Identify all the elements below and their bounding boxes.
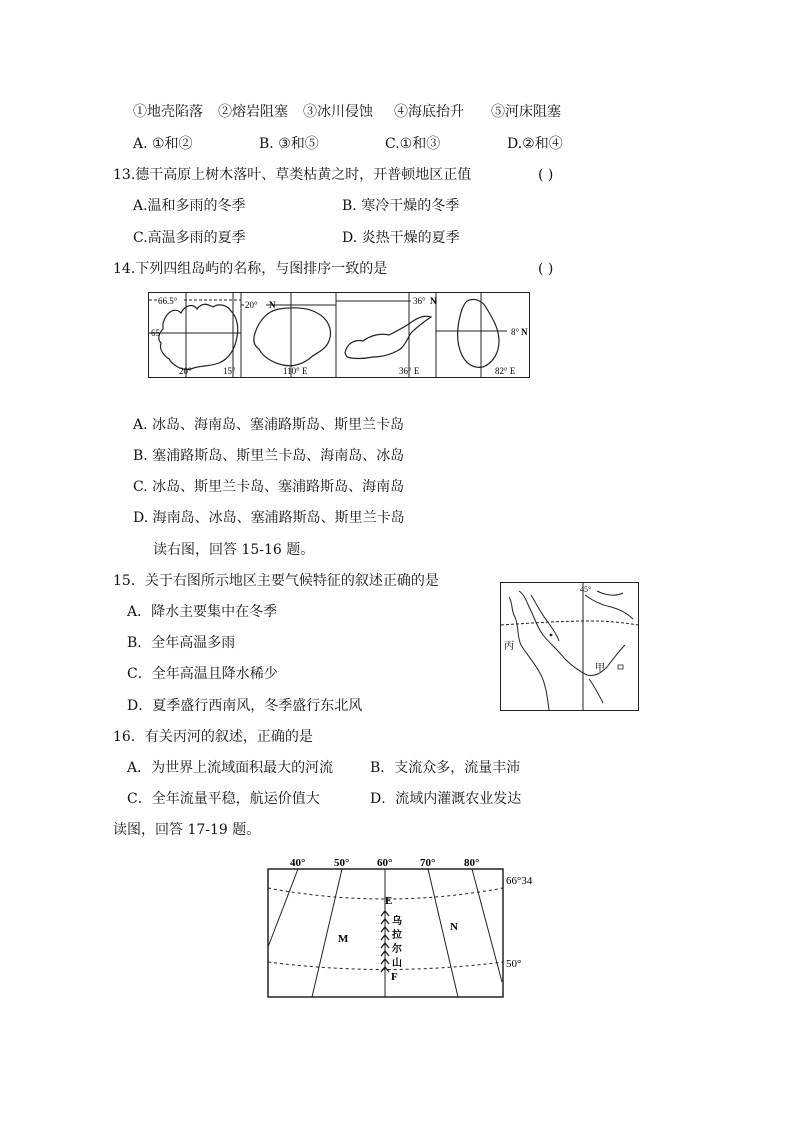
q15-option-a[interactable]: A．降水主要集中在冬季	[127, 604, 278, 620]
cyprus-lon-label: 36° E	[399, 366, 420, 376]
hainan-lat-n: N	[269, 300, 276, 310]
point-f-label: F	[391, 971, 398, 983]
q13-answer-paren[interactable]: ( )	[538, 167, 554, 183]
lon-70-label: 70°	[420, 857, 436, 869]
ural-char-3: 尔	[392, 944, 402, 955]
iceland-lat-label: 66.5°	[158, 296, 178, 306]
q12-option-b[interactable]: B. ③和⑤	[259, 136, 319, 152]
hainan-map	[241, 293, 336, 377]
q14-stem: 14.下列四组岛屿的名称，与图排序一致的是	[113, 261, 388, 277]
nile-lon-label: 45°	[580, 585, 592, 594]
ural-char-1: 乌	[392, 916, 402, 927]
q16-option-a[interactable]: A．为世界上流域面积最大的河流	[127, 760, 334, 776]
q14-option-c[interactable]: C. 冰岛、斯里兰卡岛、塞浦路斯岛、海南岛	[133, 479, 405, 495]
q13-option-a[interactable]: A.温和多雨的冬季	[133, 198, 246, 214]
q13-option-c[interactable]: C.高温多雨的夏季	[133, 230, 246, 246]
intro-15-16: 读右图，回答 15-16 题。	[153, 542, 315, 558]
q15-option-b[interactable]: B．全年高温多雨	[127, 635, 236, 651]
island-maps-figure	[148, 292, 530, 378]
hainan-outline	[254, 308, 331, 366]
river-bing-label: 丙	[504, 641, 514, 652]
island-maps-svg	[149, 293, 529, 377]
cyprus-outline	[345, 316, 431, 358]
ural-map-figure	[260, 852, 550, 1002]
iceland-lon-20: 20°	[179, 366, 192, 376]
q12-factor-1: ①地壳陷落	[133, 104, 203, 120]
cyprus-map	[336, 293, 437, 377]
q16-option-d[interactable]: D．流域内灌溉农业发达	[370, 791, 522, 807]
q12-option-c[interactable]: C.①和③	[385, 136, 441, 152]
intro-17-19: 读图，回答 17-19 题。	[113, 822, 261, 838]
q12-option-d[interactable]: D.②和④	[507, 136, 563, 152]
nile-region-map	[500, 582, 639, 711]
q14-option-a[interactable]: A. 冰岛、海南岛、塞浦路斯岛、斯里兰卡岛	[133, 417, 405, 433]
lon-40-label: 40°	[290, 857, 306, 869]
q15-option-d[interactable]: D．夏季盛行西南风，冬季盛行东北风	[127, 698, 363, 714]
srilanka-lat-label: 8°	[511, 327, 520, 337]
q12-factor-4: ④海底抬升	[394, 104, 464, 120]
q13-stem: 13.德干高原上树木落叶、草类枯黄之时，开普顿地区正值	[113, 167, 472, 183]
lat-arctic-label: 66°34	[506, 875, 533, 887]
q12-factor-5: ⑤河床阻塞	[491, 104, 561, 120]
srilanka-map	[436, 293, 529, 377]
q13-option-b[interactable]: B. 寒冷干燥的冬季	[342, 198, 460, 214]
ural-map-svg	[260, 852, 550, 1002]
q15-option-c[interactable]: C．全年高温且降水稀少	[127, 666, 278, 682]
q16-stem: 16．有关丙河的叙述，正确的是	[113, 729, 313, 745]
iceland-lon-15: 15°	[223, 366, 236, 376]
q16-option-b[interactable]: B．支流众多，流量丰沛	[370, 760, 521, 776]
cyprus-lat-n: N	[430, 296, 437, 306]
srilanka-lon-label: 82° E	[495, 366, 516, 376]
lon-80-label: 80°	[464, 857, 480, 869]
ural-char-2: 拉	[392, 930, 402, 941]
q14-answer-paren[interactable]: ( )	[538, 261, 554, 277]
cyprus-lat-label: 36°	[413, 296, 426, 306]
hainan-lon-label: 110° E	[283, 366, 308, 376]
lon-50-label: 50°	[334, 857, 350, 869]
q15-stem: 15．关于右图所示地区主要气候特征的叙述正确的是	[113, 573, 439, 589]
q12-factor-2: ②熔岩阻塞	[218, 104, 288, 120]
q14-option-b[interactable]: B. 塞浦路斯岛、斯里兰卡岛、海南岛、冰岛	[133, 448, 405, 464]
srilanka-outline	[458, 299, 499, 367]
point-e-label: E	[385, 895, 393, 907]
ural-char-4: 山	[392, 958, 402, 969]
iceland-outline	[159, 304, 238, 369]
place-jia-label: 甲	[595, 663, 605, 674]
region-n-label: N	[450, 921, 458, 933]
iceland-lat-65: 65	[151, 328, 160, 338]
hainan-lat-label: 20°	[245, 300, 258, 310]
nile-region-svg	[501, 583, 638, 710]
iceland-map	[149, 293, 241, 377]
region-m-label: M	[338, 933, 349, 945]
q13-option-d[interactable]: D. 炎热干燥的夏季	[342, 230, 460, 246]
q12-option-a[interactable]: A. ①和②	[133, 136, 193, 152]
q12-factor-3: ③冰川侵蚀	[303, 104, 373, 120]
lon-60-label: 60°	[377, 857, 393, 869]
q14-option-d[interactable]: D. 海南岛、冰岛、塞浦路斯岛、斯里兰卡岛	[133, 510, 405, 526]
srilanka-lat-n: N	[521, 327, 528, 337]
q16-option-c[interactable]: C．全年流量平稳，航运价值大	[127, 791, 320, 807]
lat-50-label: 50°	[506, 958, 522, 970]
